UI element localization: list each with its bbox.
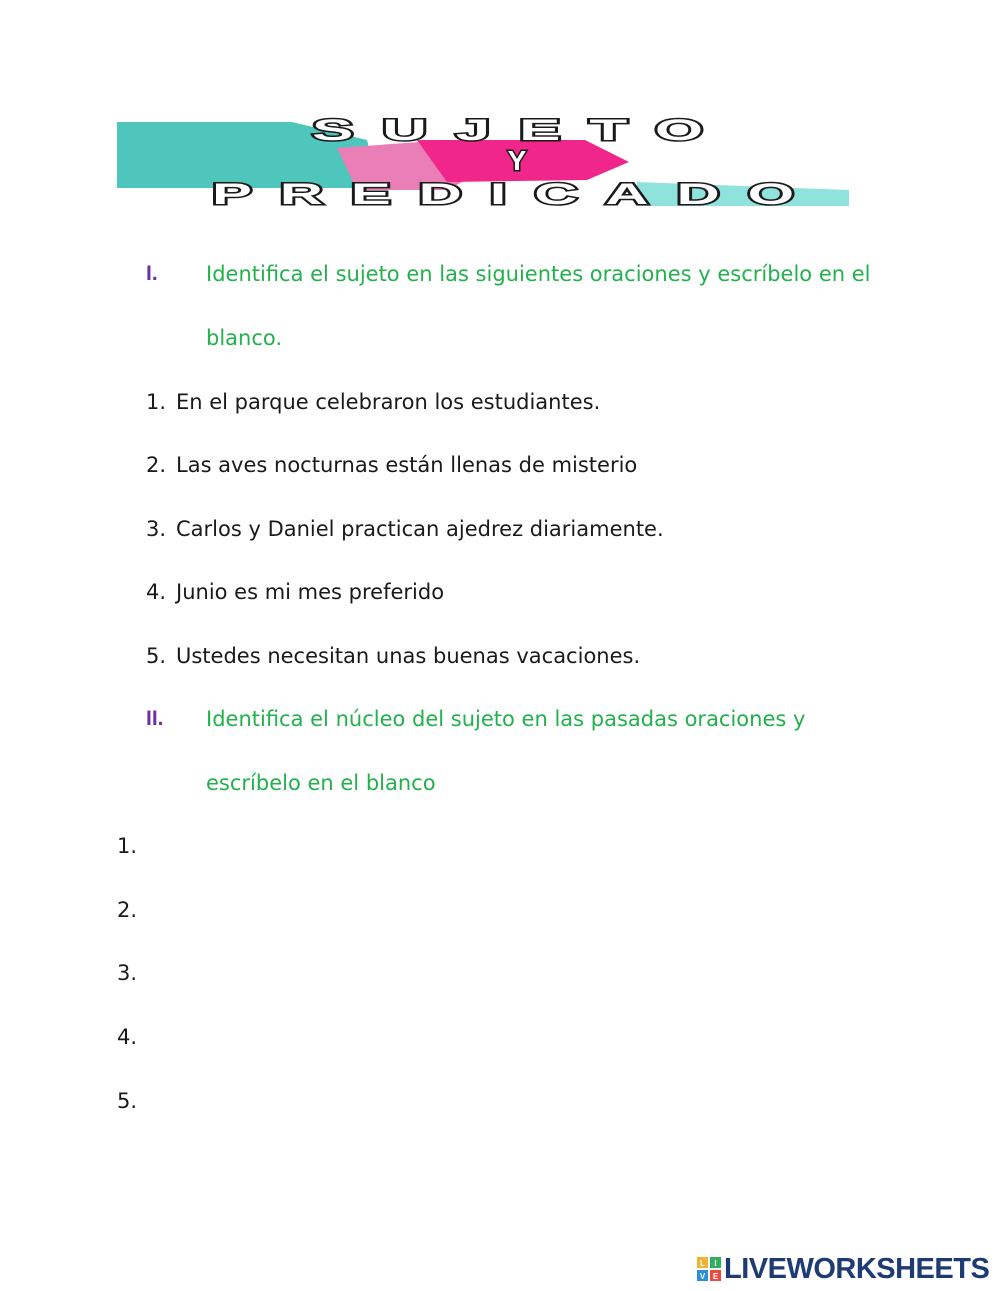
item-number: 3. xyxy=(146,517,167,541)
liveworksheets-brand xyxy=(697,1252,997,1286)
item-number: 5. xyxy=(146,644,167,668)
section-two-instruction-line1: Identifica el núcleo del sujeto en las pasadas oraciones y xyxy=(206,707,806,731)
answer-blank[interactable]: 1. xyxy=(117,834,138,858)
section-one-numeral: I. xyxy=(146,262,158,285)
svg-text:I: I xyxy=(714,1259,717,1268)
brand-name: LIVEWORKSHEETS xyxy=(724,1253,990,1285)
item-number: 1. xyxy=(146,390,167,414)
section-one-instruction-line2: blanco. xyxy=(206,326,283,350)
answer-blank[interactable]: 3. xyxy=(117,961,138,985)
item-number: 2. xyxy=(146,453,167,477)
section-two-instruction-line2: escríbelo en el blanco xyxy=(206,771,436,795)
item-sentence: Ustedes necesitan unas buenas vacaciones. xyxy=(176,644,641,668)
section-two-numeral: II. xyxy=(146,707,164,730)
item-sentence: En el parque celebraron los estudiantes. xyxy=(176,390,601,414)
svg-text:L: L xyxy=(700,1259,705,1268)
item-sentence: Carlos y Daniel practican ajedrez diariamente. xyxy=(176,517,664,541)
liveworksheets-logo-icon xyxy=(697,1257,721,1281)
svg-text:V: V xyxy=(699,1272,706,1281)
sujeto-predicado-banner xyxy=(117,110,849,210)
banner-word-predicado: PREDICADO xyxy=(212,178,822,210)
answer-blank[interactable]: 5. xyxy=(117,1089,138,1113)
item-number: 4. xyxy=(146,580,167,604)
item-sentence: Junio es mi mes preferido xyxy=(176,580,445,604)
banner-word-y: Y xyxy=(507,145,527,176)
answer-blank[interactable]: 2. xyxy=(117,898,138,922)
item-sentence: Las aves nocturnas están llenas de misterio xyxy=(176,453,638,477)
section-one-instruction-line1: Identifica el sujeto en las siguientes oraciones y escríbelo en el xyxy=(206,262,871,286)
answer-blank[interactable]: 4. xyxy=(117,1025,138,1049)
svg-text:E: E xyxy=(712,1272,719,1281)
banner-word-sujeto: SUJETO xyxy=(312,114,732,147)
